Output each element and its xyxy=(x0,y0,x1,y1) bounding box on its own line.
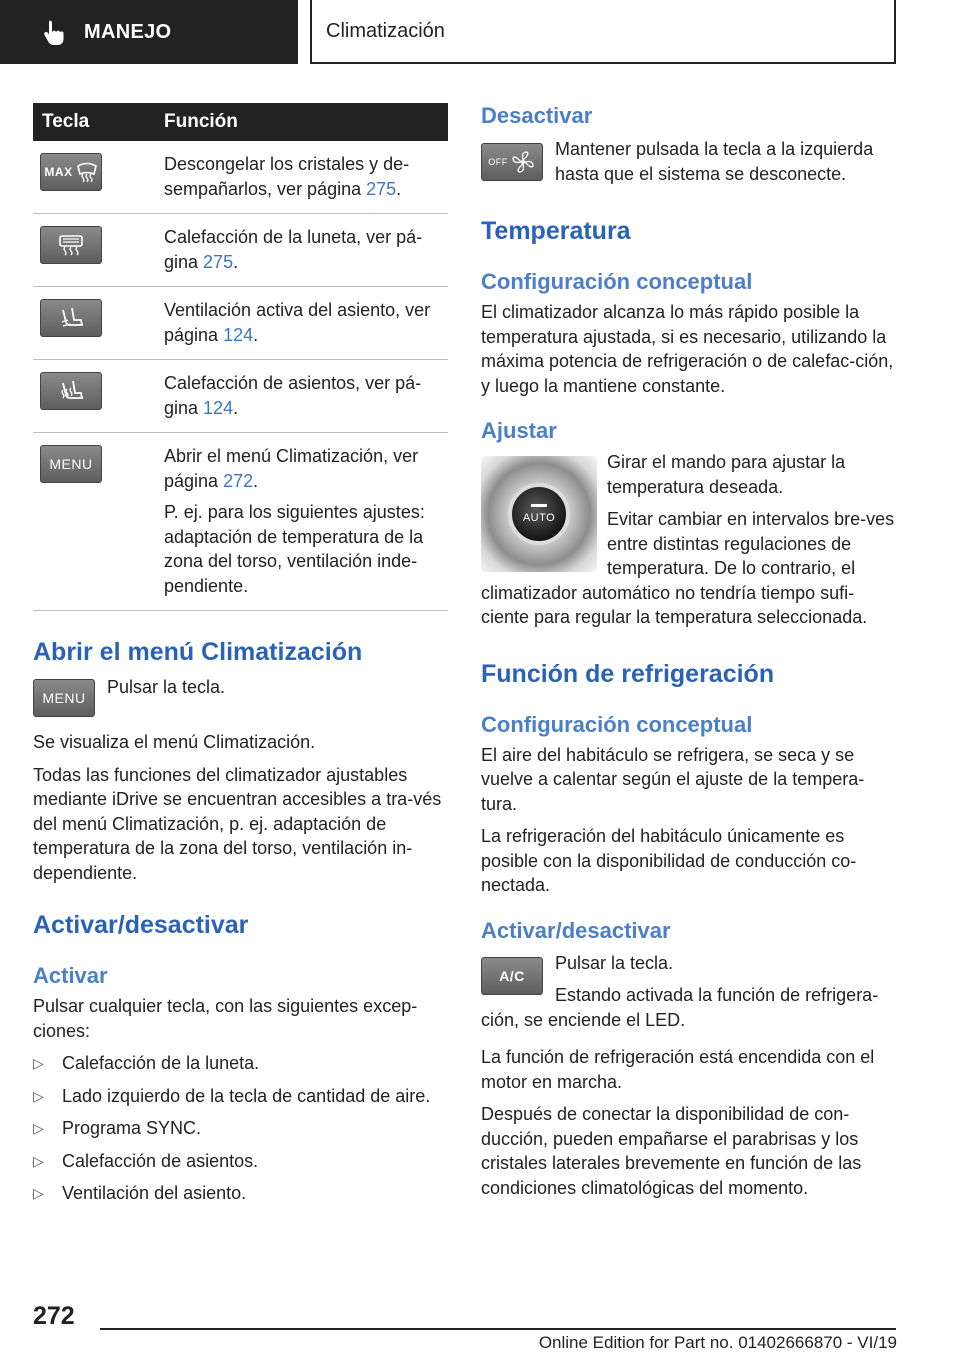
menu-label: MENU xyxy=(49,455,93,472)
table-row: Ventilación activa del asiento, ver página 124. xyxy=(33,287,448,360)
temperature-concept-subheading: Configuración conceptual xyxy=(481,269,753,294)
table-row: MENU Abrir el menú Climatización, ver página 272. P. ej. para los siguientes ajustes: adaptación de temperatura de la zona del torso, ventilación inde-pendiente. xyxy=(33,433,448,611)
adjust-text-2: Evitar cambiar en intervalos bre-ves entre distintas regulaciones de temperatura. De lo contrario, el xyxy=(607,509,895,578)
activate-heading: Activar/desactivar xyxy=(33,911,249,939)
left-column xyxy=(33,103,448,1206)
exceptions-list xyxy=(33,1051,448,1206)
activate-paragraph: Pulsar cualquier tecla, con las siguientes excep-ciones: xyxy=(33,996,418,1041)
temperature-heading: Temperatura xyxy=(481,217,631,245)
ac-label: A/C xyxy=(499,967,525,984)
menu-instruction: Pulsar la tecla. xyxy=(107,677,226,697)
section-label: MANEJO xyxy=(84,20,172,43)
fan-off-button-image xyxy=(481,143,543,181)
menu-button-image xyxy=(40,445,102,483)
temperature-paragraph: El climatizador alcanza lo más rápido posible la temperatura ajustada, si es necesario, utilizando la máxima potencia de refrigeración o de calefac-ción, y luego la mantiene constante. xyxy=(481,302,894,396)
list-item: ▷ Ventilación del asiento. xyxy=(33,1181,448,1206)
auto-label: AUTO xyxy=(522,512,556,524)
edition-text: Online Edition for Part no. 01402666870 - VI/19 xyxy=(538,1333,897,1352)
minus-icon xyxy=(531,504,547,507)
cooling-paragraph-2: La refrigeración del habitáculo únicamente es posible con la disponibilidad de conducción co-nectada. xyxy=(481,826,857,895)
ac-led-text: Estando activada la función de refrigera- xyxy=(555,985,879,1005)
ac-instruction: Pulsar la tecla. xyxy=(555,952,674,973)
right-column xyxy=(481,103,897,1200)
seat-ventilation-icon xyxy=(58,305,84,331)
seat-ventilation-button-image xyxy=(40,299,102,337)
table-row: Calefacción de la luneta, ver pá-gina 275. xyxy=(33,214,448,287)
list-item: ▷ Calefacción de la luneta. xyxy=(33,1051,448,1076)
menu-label: MENU xyxy=(42,690,86,706)
hand-pointer-icon xyxy=(40,17,70,47)
page-link[interactable]: 124 xyxy=(203,397,234,418)
table-header-function: Función xyxy=(164,103,448,141)
activate-subheading: Activar xyxy=(33,963,108,988)
cooling-heading: Función de refrigeración xyxy=(481,659,775,688)
key-function-table xyxy=(33,103,448,611)
row-text: Calefacción de asientos, ver pá-gina xyxy=(164,373,422,418)
list-item: ▷ Calefacción de asientos. xyxy=(33,1149,448,1174)
deactivate-subheading: Desactivar xyxy=(481,103,593,128)
chapter-title: Climatización xyxy=(310,0,896,64)
rear-window-heating-icon xyxy=(57,234,85,256)
adjust-text-1: Girar el mando para ajustar la temperatura deseada. xyxy=(607,452,846,497)
table-header-key: Tecla xyxy=(33,103,164,141)
cooling-toggle-subheading: Activar/desactivar xyxy=(481,917,671,943)
menu-heading: Abrir el menú Climatización xyxy=(33,638,363,666)
windshield-defrost-icon xyxy=(76,162,98,182)
row-text: Calefacción de la luneta, ver pá-gina xyxy=(164,227,423,272)
seat-heating-icon xyxy=(58,378,84,404)
deactivate-text: Mantener pulsada la tecla a la izquierda hasta que el sistema se desconecte. xyxy=(555,139,874,184)
cooling-paragraph-1: El aire del habitáculo se refrigera, se seca y se vuelve a calentar según el ajuste de la tempera-tura. xyxy=(481,744,865,814)
ac-led-text-continued: ción, se enciende el LED. xyxy=(481,1009,686,1030)
menu-paragraph-1: Se visualiza el menú Climatización. xyxy=(33,732,316,752)
seat-heating-button-image xyxy=(40,372,102,410)
cooling-paragraph-3: La función de refrigeración está encendida con el motor en marcha. xyxy=(481,1047,875,1092)
list-item: ▷ Lado izquierdo de la tecla de cantidad de aire. xyxy=(33,1084,448,1109)
max-defrost-button-image xyxy=(40,153,102,191)
menu-paragraph-2: Todas las funciones del climatizador ajustables mediante iDrive se encuentran accesibles a tra-vés del menú Climatización, p. ej. adaptación de temperatura de la zona del torso, ventilación in-dependiente. xyxy=(33,764,442,883)
row-text: Ventilación activa del asiento, ver página xyxy=(164,300,431,345)
table-row: Calefacción de asientos, ver pá-gina 124. xyxy=(33,360,448,433)
cooling-paragraph-4: Después de conectar la disponibilidad de con-ducción, pueden empañarse el parabrisas y los cristales laterales brevemente en función de las condiciones climatológicas del momento. xyxy=(481,1104,862,1198)
page-link[interactable]: 272 xyxy=(223,470,254,491)
row-text: Abrir el menú Climatización, ver página xyxy=(164,446,419,491)
row-extra-text: P. ej. para los siguientes ajustes: adaptación de temperatura de la zona del torso, ventilación inde-pendiente. xyxy=(164,502,425,596)
section-tab[interactable] xyxy=(0,0,298,64)
footer-divider xyxy=(100,1328,896,1330)
page-link[interactable]: 124 xyxy=(223,324,254,345)
page-number: 272 xyxy=(33,1302,75,1330)
adjust-text-3: climatizador automático no tendría tiempo sufi-ciente para regular la temperatura seleccionada. xyxy=(481,582,868,627)
temperature-knob-image xyxy=(481,456,597,572)
ac-button-image xyxy=(481,957,543,995)
off-label: OFF xyxy=(488,157,508,167)
row-text: Descongelar los cristales y de-sempañarlos, ver página xyxy=(164,154,410,199)
max-label: MAX xyxy=(44,164,73,179)
cooling-concept-subheading: Configuración conceptual xyxy=(481,711,753,737)
list-item: ▷ Programa SYNC. xyxy=(33,1116,448,1141)
page-link[interactable]: 275 xyxy=(203,251,234,272)
page-link[interactable]: 275 xyxy=(366,178,397,199)
fan-icon xyxy=(510,149,536,175)
adjust-subheading: Ajustar xyxy=(481,418,557,443)
menu-button-image xyxy=(33,679,95,717)
rear-defrost-button-image xyxy=(40,226,102,264)
table-row: MAX Descongelar los cristales y de-sempañarlos, ver página 275. xyxy=(33,141,448,214)
